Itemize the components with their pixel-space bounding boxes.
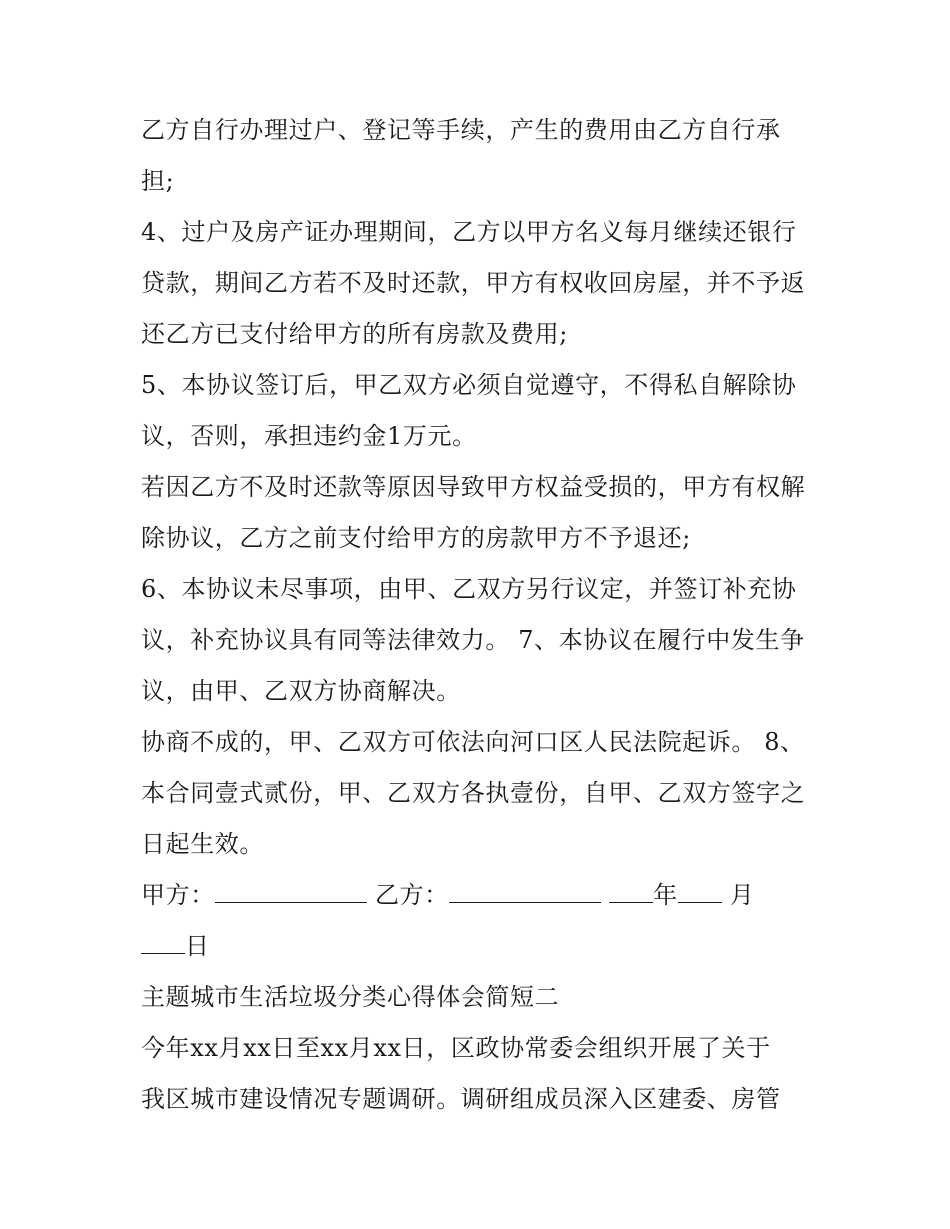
text-line: 协商不成的，甲、乙双方可依法向河口区人民法院起诉。 8、 <box>141 728 805 756</box>
day-blank <box>141 931 185 954</box>
text-line: 今年xx月xx日至xx月xx日，区政协常委会组织开展了关于 <box>141 1034 771 1062</box>
month-blank <box>678 880 722 903</box>
year-blank <box>609 880 653 903</box>
party-b-label: 乙方： <box>366 881 449 909</box>
text-line: 6、本协议未尽事项，由甲、乙双方另行议定，并签订补充协 <box>141 575 797 603</box>
text-line: 贷款，期间乙方若不及时还款，甲方有权收回房屋，并不予返 <box>141 269 806 297</box>
month-label: 月 <box>721 881 755 909</box>
text-line: 议，补充协议具有同等法律效力。 7、本协议在履行中发生争 <box>141 626 805 654</box>
text-line: 本合同壹式贰份，甲、乙双方各执壹份，自甲、乙双方签字之 <box>141 779 806 807</box>
text-line: 还乙方已支付给甲方的所有房款及费用; <box>141 320 568 348</box>
section-title: 主题城市生活垃圾分类心得体会简短二 <box>141 983 560 1011</box>
text-line: 我区城市建设情况专题调研。调研组成员深入区建委、房管 <box>141 1085 781 1113</box>
party-a-label: 甲方： <box>141 881 215 909</box>
text-line: 日起生效。 <box>141 830 264 858</box>
party-b-signature-blank <box>449 880 601 903</box>
text-line: 议，由甲、乙双方协商解决。 <box>141 677 461 705</box>
text-line: 担; <box>141 167 175 195</box>
year-label: 年 <box>653 881 678 909</box>
day-label: 日 <box>185 932 210 960</box>
text-line: 除协议，乙方之前支付给甲方的房款甲方不予退还; <box>141 524 691 552</box>
signature-line <box>141 879 831 911</box>
signature-day-line <box>141 930 831 962</box>
text-line: 若因乙方不及时还款等原因导致甲方权益受损的，甲方有权解 <box>141 473 806 501</box>
text-line: 乙方自行办理过户、登记等手续，产生的费用由乙方自行承 <box>141 116 781 144</box>
text-line: 5、本协议签订后，甲乙双方必须自觉遵守，不得私自解除协 <box>141 371 797 399</box>
text-line: 4、过户及房产证办理期间，乙方以甲方名义每月继续还银行 <box>141 218 797 246</box>
text-line: 议，否则，承担违约金1万元。 <box>141 422 477 450</box>
party-a-signature-blank <box>215 880 367 903</box>
